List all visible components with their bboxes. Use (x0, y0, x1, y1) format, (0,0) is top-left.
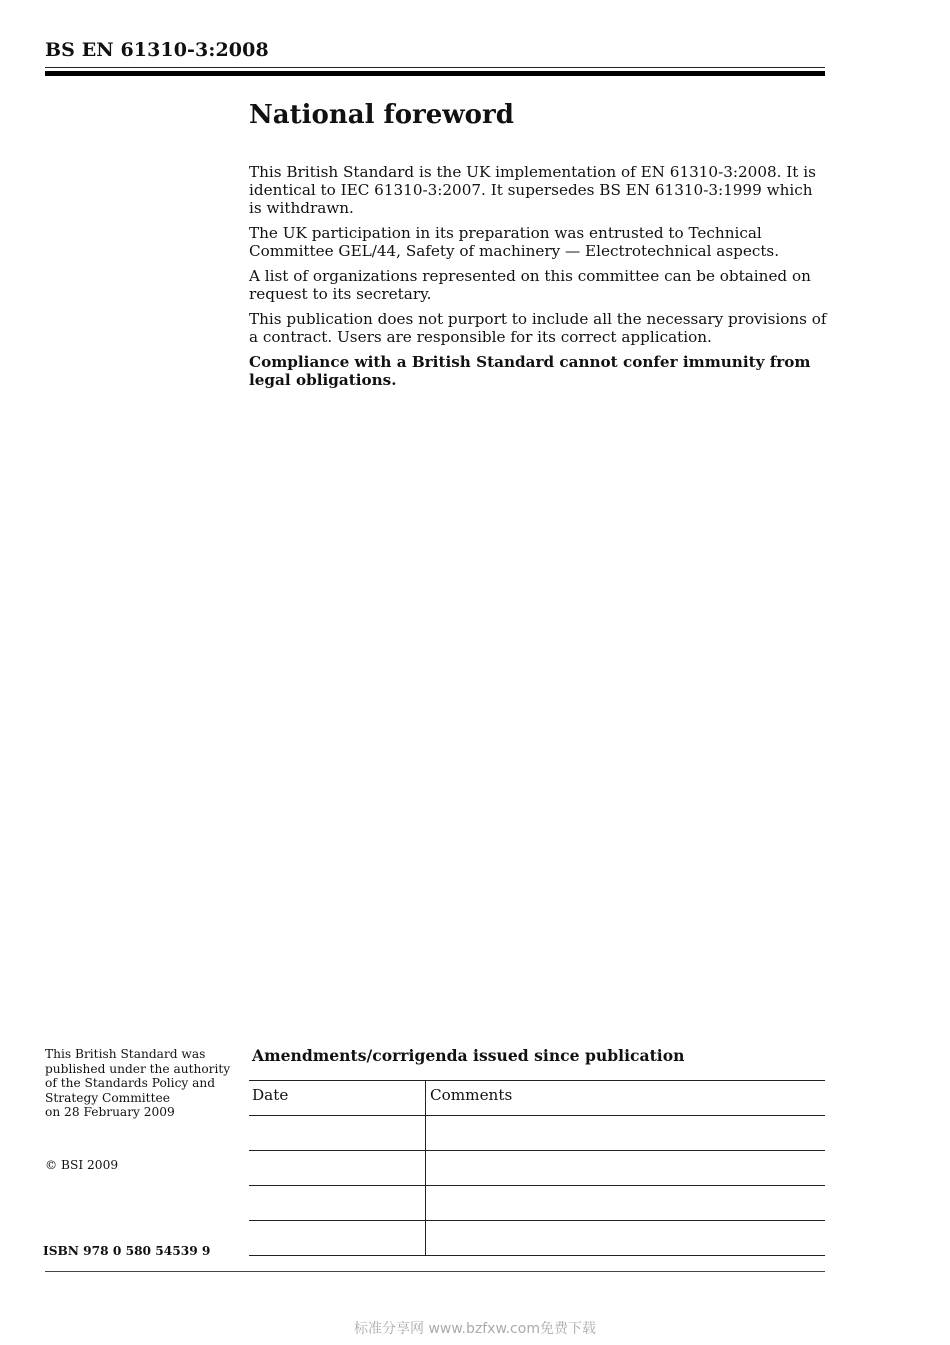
watermark: 标准分享网 www.bzfxw.com免费下载 (354, 1321, 596, 1337)
publication-note-line: of the Standards Policy and (45, 1076, 216, 1091)
paragraph-provisions: This publication does not purport to include all the necessary provisions of a contract. Users are responsible for its correct application. (249, 310, 827, 346)
publication-note-line: published under the authority (45, 1061, 231, 1076)
paragraph-implementation: This British Standard is the UK implementation of EN 61310-3:2008. It is identical to IEC 61310-3:2007. It supersedes BS EN 61310-3:1999 which is withdrawn. (249, 163, 816, 217)
table-row (249, 1186, 825, 1221)
paragraph-committee-list: A list of organizations represented on this committee can be obtained on request to its secretary. (249, 267, 811, 303)
date-cell (249, 1116, 426, 1151)
header-rule-thick (45, 71, 825, 76)
table-row (249, 1221, 825, 1256)
table-row (249, 1116, 825, 1151)
compliance-note: Compliance with a British Standard cannot confer immunity from legal obligations. (249, 353, 811, 389)
table-row (249, 1151, 825, 1186)
date-cell (249, 1221, 426, 1256)
publication-note-line: Strategy Committee (45, 1090, 170, 1105)
header-rule-thin (45, 67, 825, 68)
comments-cell (426, 1116, 826, 1151)
amendments-table (249, 1080, 825, 1256)
column-header-comments: Comments (426, 1081, 826, 1116)
amendments-header-row (249, 1081, 825, 1116)
publication-note-line: This British Standard was (45, 1047, 206, 1061)
document-id: BS EN 61310-3:2008 (45, 39, 269, 61)
publication-note-line: on 28 February 2009 (45, 1105, 175, 1120)
amendments-heading: Amendments/corrigenda issued since publication (252, 1046, 685, 1065)
column-header-date: Date (249, 1081, 426, 1116)
comments-cell (426, 1186, 826, 1221)
comments-cell (426, 1151, 826, 1186)
publication-note (45, 1047, 235, 1120)
copyright: © BSI 2009 (45, 1158, 119, 1172)
foreword-body (249, 163, 829, 396)
isbn: ISBN 978 0 580 54539 9 (43, 1244, 211, 1258)
page-title: National foreword (249, 100, 514, 130)
paragraph-participation: The UK participation in its preparation was entrusted to Technical Committee GEL/44, Safety of machinery — Electrotechnical aspects. (249, 224, 780, 260)
date-cell (249, 1186, 426, 1221)
footer-rule (45, 1271, 825, 1272)
comments-cell (426, 1221, 826, 1256)
date-cell (249, 1151, 426, 1186)
